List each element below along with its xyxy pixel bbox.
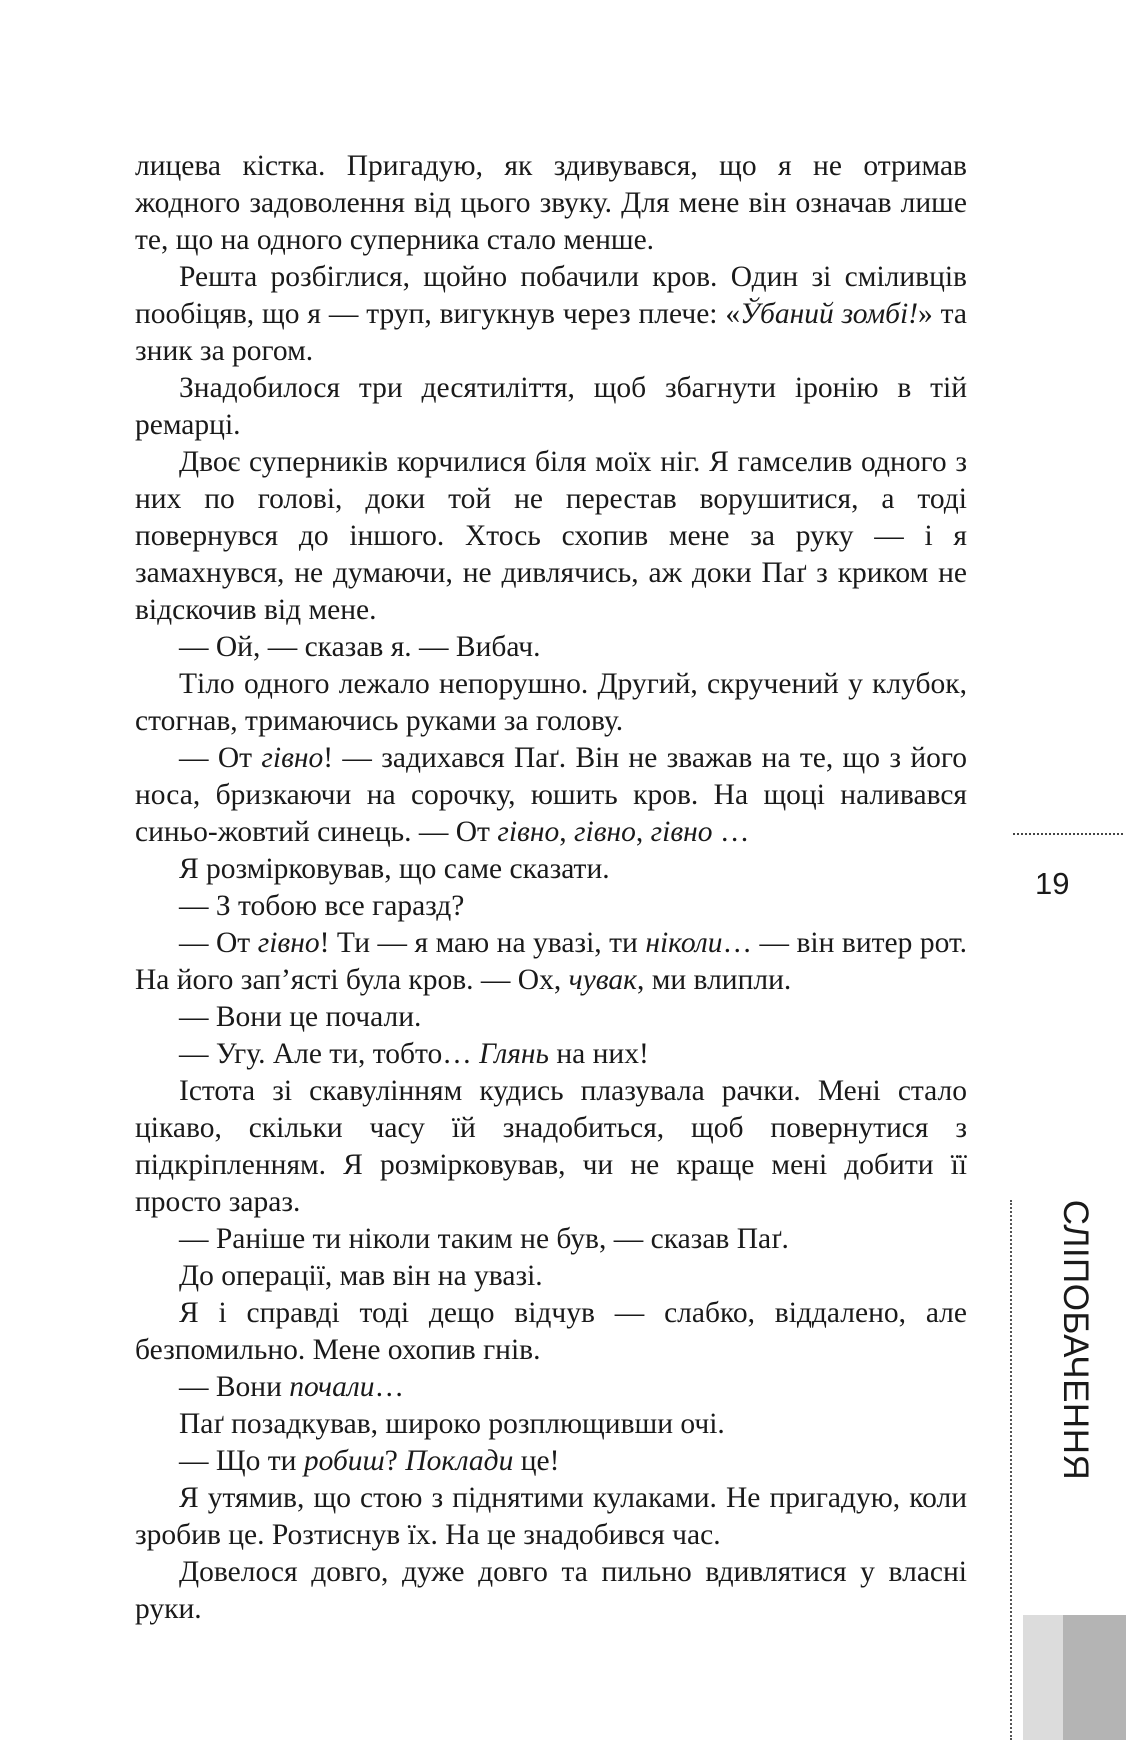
paragraph-text: — Ой, — сказав я. — Вибач. [179, 631, 541, 663]
paragraph [135, 444, 967, 629]
paragraph-text: Я і справді тоді дещо відчув — слабко, віддалено, але безпомильно. Мене охопив гнів. [135, 1297, 967, 1366]
italic-text: робиш [303, 1445, 385, 1477]
paragraph-text: … [712, 816, 750, 848]
italic-text: гівно [497, 816, 560, 848]
dialogue-line [135, 1221, 967, 1258]
paragraph-text: Решта розбіглися, щойно побачили кров. Один зі сміливців пообіцяв, що я — труп, вигукнув через плече: « [135, 261, 967, 330]
italic-text: гівно [261, 742, 324, 774]
paragraph-text: на них! [549, 1038, 649, 1070]
paragraph-text: , [559, 816, 574, 848]
italic-text: гівно [573, 816, 636, 848]
paragraph-text: Тіло одного лежало непорушно. Другий, скручений у клубок, стогнав, тримаючись руками за голову. [135, 668, 967, 737]
dotted-divider [1013, 833, 1123, 835]
paragraph-text: лицева кістка. Пригадую, як здивувався, що я не отримав жодного задоволення від цього звуку. Для мене він означав лише те, що на одного суперника стало менше. [135, 150, 967, 256]
paragraph [135, 1554, 967, 1628]
dialogue-line [135, 925, 967, 999]
italic-text: Поклади [405, 1445, 514, 1477]
paragraph-text: Знадобилося три десятиліття, щоб збагнути іронію в тій ремарці. [135, 372, 967, 441]
paragraph [135, 666, 967, 740]
italic-text: почали [289, 1371, 375, 1403]
italic-text: Ўбаний зомбі! [740, 298, 919, 330]
paragraph-text: До операції, мав він на увазі. [179, 1260, 543, 1292]
paragraph-text: , [635, 816, 651, 848]
paragraph-text: — От [179, 927, 258, 959]
edge-tab-light [1023, 1615, 1063, 1740]
paragraph-text: — От [179, 742, 262, 774]
dialogue-line [135, 999, 967, 1036]
paragraph-text: — З тобою все гаразд? [179, 890, 465, 922]
paragraph [135, 1258, 967, 1295]
paragraph-text: ! — задихався Паґ. Він не зважав на те, що з його носа, бризкаючи на сорочку, юшить кров. На щоці наливався синьо-жовтий синець. — От [135, 742, 967, 848]
dialogue-line [135, 740, 967, 851]
paragraph [135, 148, 967, 259]
paragraph-text: — Вони це почали. [179, 1001, 422, 1033]
paragraph-text: Довелося довго, дуже довго та пильно вдивлятися у власні руки. [135, 1556, 967, 1625]
page-number: 19 [1035, 866, 1070, 901]
paragraph-text: ! Ти — я маю на увазі, ти [319, 927, 646, 959]
paragraph [135, 851, 967, 888]
dialogue-line [135, 1443, 967, 1480]
paragraph-text: » та зник за рогом. [135, 298, 968, 367]
paragraph [135, 1480, 967, 1554]
paragraph-text: ? [384, 1445, 406, 1477]
paragraph-text: Паґ позадкував, широко розплющивши очі. [179, 1408, 725, 1440]
paragraph-text: Істота зі скавулінням кудись плазувала рачки. Мені стало цікаво, скільки часу їй знадобиться, щоб повернутися з підкріпленням. Я розмірковував, чи не краще мені добити її просто зараз. [135, 1075, 967, 1218]
body-text [135, 148, 967, 1628]
paragraph [135, 1073, 967, 1221]
paragraph-text: — Що ти [179, 1445, 304, 1477]
paragraph-text: Я розмірковував, що саме сказати. [179, 853, 610, 885]
dialogue-line [135, 1036, 967, 1073]
dotted-vertical-divider [1010, 1200, 1012, 1740]
italic-text: гівно [257, 927, 320, 959]
edge-tab-dark [1063, 1615, 1126, 1740]
paragraph-text: … [374, 1371, 404, 1403]
paragraph-text: це! [513, 1445, 560, 1477]
dialogue-line [135, 888, 967, 925]
paragraph [135, 259, 967, 370]
italic-text: гівно [650, 816, 713, 848]
paragraph-text: … — він витер рот. На його зап’ясті була кров. — Ох, [135, 927, 968, 996]
paragraph-text: Двоє суперників корчилися біля моїх ніг. Я гамселив одного з них по голові, доки той не перестав ворушитися, а тоді повернувся до іншого. Хтось схопив мене за руку — і я замахнувся, не думаючи, не дивлячись, аж доки Паґ з криком не відскочив від мене. [135, 446, 967, 626]
dialogue-line [135, 1369, 967, 1406]
italic-text: чувак [568, 964, 637, 996]
paragraph [135, 1406, 967, 1443]
paragraph-text: , ми влипли. [636, 964, 792, 996]
paragraph [135, 1295, 967, 1369]
dialogue-line [135, 629, 967, 666]
italic-text: Глянь [479, 1038, 549, 1070]
paragraph-text: — Вони [179, 1371, 290, 1403]
paragraph-text: Я утямив, що стою з піднятими кулаками. Не пригадую, коли зробив це. Розтиснув їх. На це знадобився час. [135, 1482, 967, 1551]
paragraph-text: — Угу. Але ти, тобто… [179, 1038, 480, 1070]
italic-text: ніколи [645, 927, 723, 959]
running-title: СЛІПОБАЧЕННЯ [1056, 1199, 1095, 1481]
paragraph-text: — Раніше ти ніколи таким не був, — сказав Паґ. [179, 1223, 789, 1255]
paragraph [135, 370, 967, 444]
